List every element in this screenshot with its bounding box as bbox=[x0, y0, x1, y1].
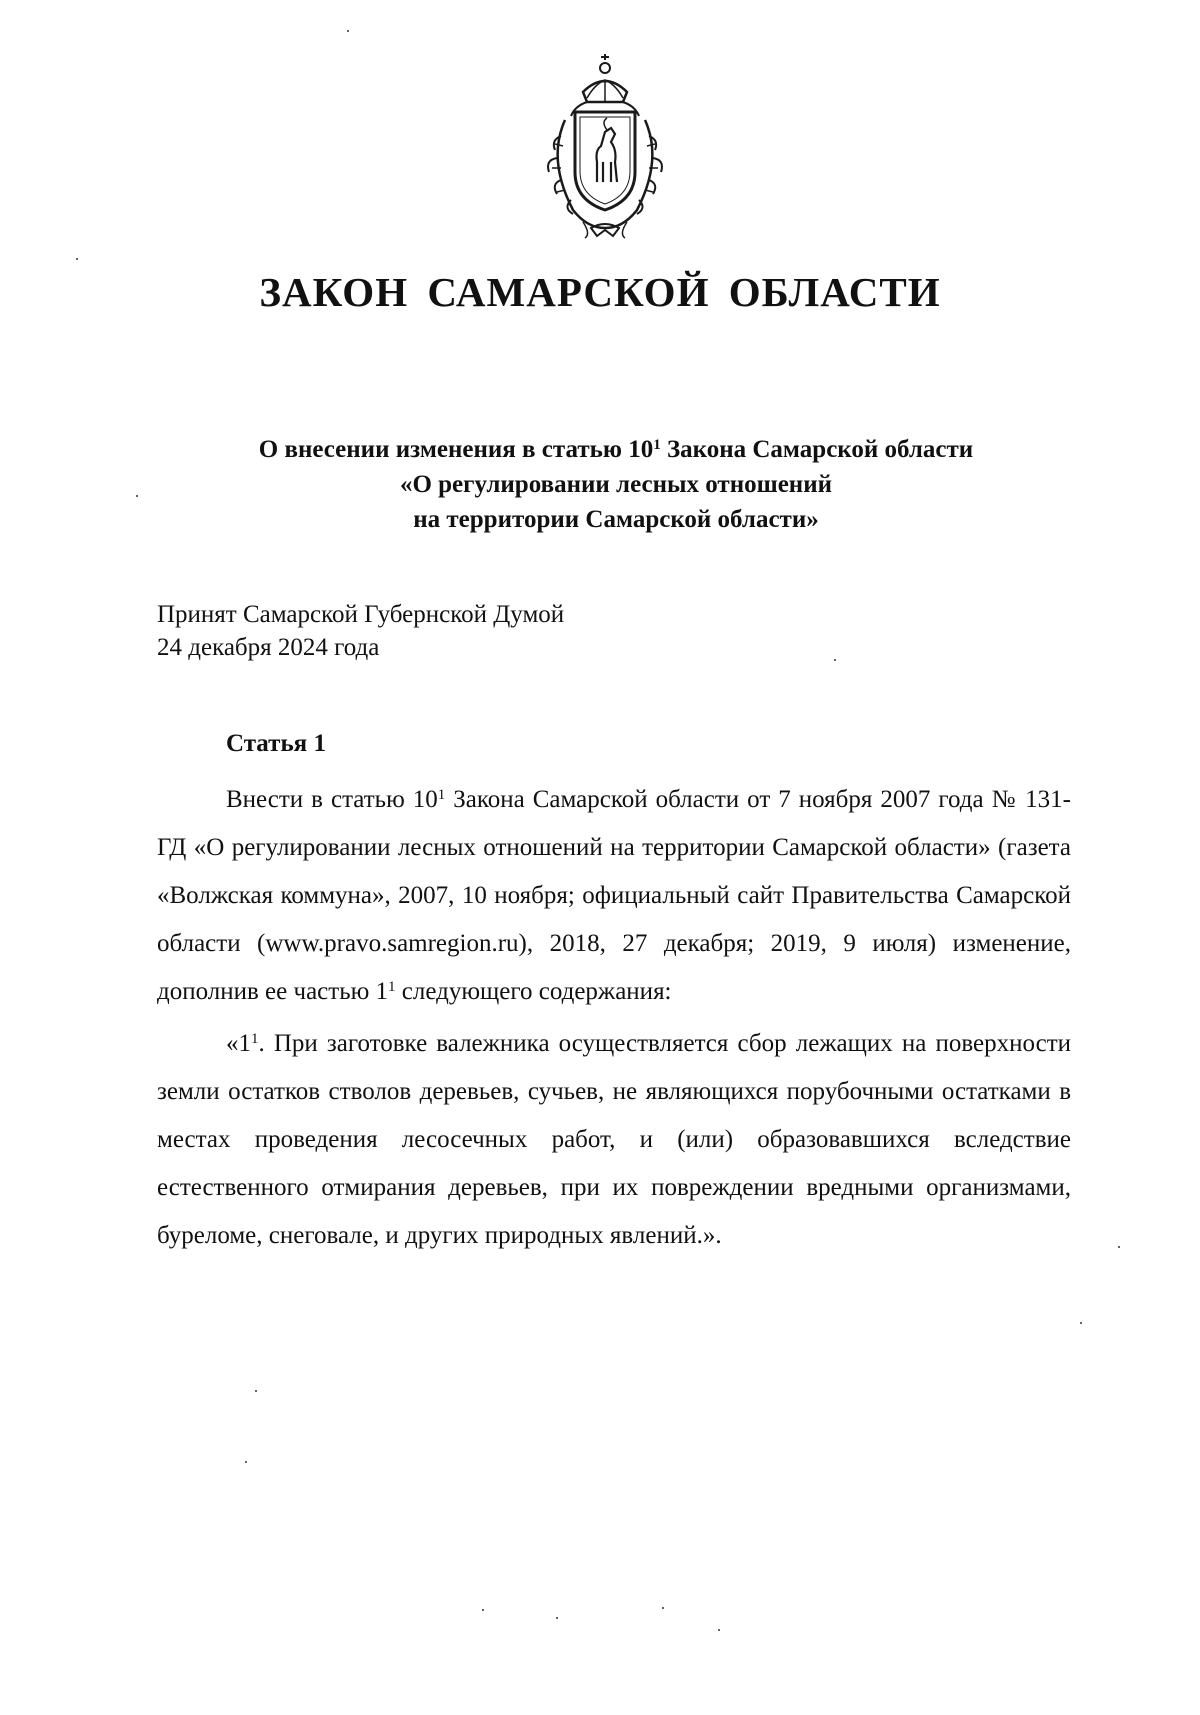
scan-speck bbox=[556, 1617, 558, 1619]
article-body bbox=[157, 776, 1071, 1260]
subtitle-line-2: «О регулировании лесных отношений bbox=[399, 471, 833, 498]
samara-oblast-coat-of-arms-icon bbox=[525, 50, 685, 240]
law-subtitle bbox=[0, 432, 1200, 537]
scan-speck bbox=[136, 495, 138, 497]
scan-speck bbox=[718, 1629, 720, 1631]
article-heading: Статья 1 bbox=[226, 730, 326, 757]
adoption-note bbox=[157, 598, 564, 664]
adoption-date: 24 декабря 2024 года bbox=[157, 634, 380, 661]
adoption-body: Принят Самарской Губернской Думой bbox=[157, 601, 565, 628]
scan-speck bbox=[255, 1390, 257, 1392]
article-paragraph-2: «$1^1$. При заготовке валежника осуществляется сбор лежащих на поверхности земли остатков стволов деревьев, сучьев, не являющихся порубочными остатками в местах проведения лесосечных работ, и (или) образовавшихся вследствие естественного отмирания деревьев, при их повреждении вредными организмами, буреломе, снеговале, и других природных явлений.». bbox=[157, 1030, 1071, 1249]
scan-speck bbox=[1118, 1246, 1120, 1248]
scan-speck bbox=[834, 659, 836, 661]
scan-speck bbox=[662, 1607, 664, 1609]
scan-speck bbox=[347, 30, 349, 32]
scan-speck bbox=[76, 258, 78, 260]
subtitle-line-1: О внесении изменения в статью $10^1$ Закона Самарской области bbox=[258, 436, 974, 463]
scan-speck bbox=[1080, 1322, 1082, 1324]
subtitle-line-3: на территории Самарской области» bbox=[413, 506, 819, 533]
article-paragraph-1: Внести в статью $10^1$ Закона Самарской области от 7 ноября 2007 года № 131-ГД «О регулировании лесных отношений на территории Самарской области» (газета «Волжская коммуна», 2007, 10 ноября; официальный сайт Правительства Самарской области (www.pravo.samregion.ru), 2018, 27 декабря; 2019, 9 июля) изменение, дополнив ее частью $1^1$ следующего содержания: bbox=[157, 786, 1071, 1005]
scan-speck bbox=[245, 1461, 247, 1463]
scan-speck bbox=[482, 1609, 484, 1611]
law-title: ЗАКОН САМАРСКОЙ ОБЛАСТИ bbox=[259, 269, 941, 315]
